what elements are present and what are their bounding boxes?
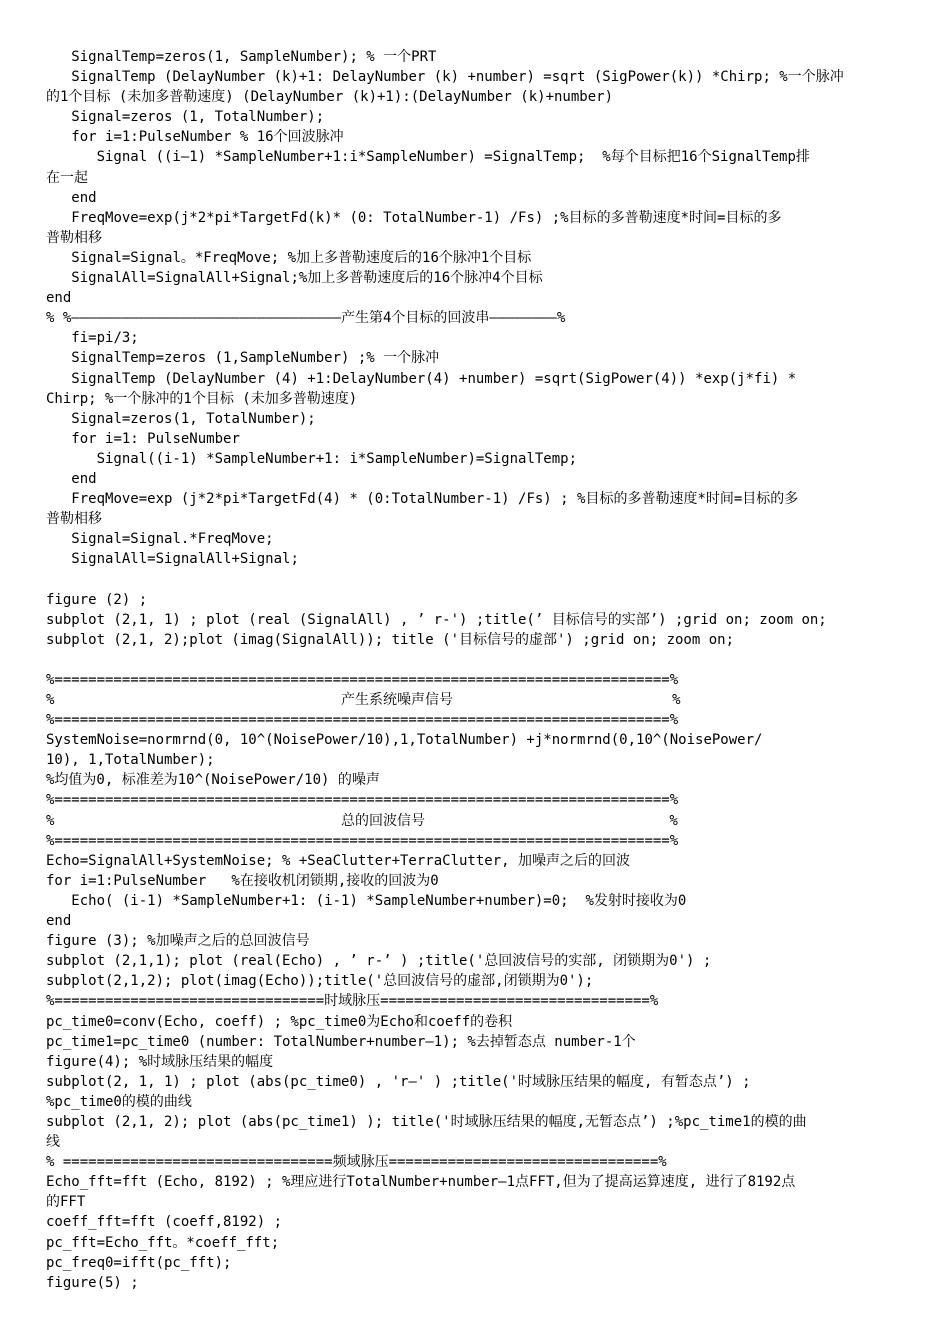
code-line: 普勒相移: [46, 229, 102, 246]
code-line: SignalTemp=zeros (1,SampleNumber) ;% 一个脉冲: [46, 350, 440, 367]
code-line: %=========================================================================%: [46, 792, 679, 809]
code-line: % 产生系统噪声信号 %: [46, 692, 681, 708]
code-line: %=========================================================================%: [46, 712, 679, 729]
code-line: Signal ((i—1) *SampleNumber+1:i*SampleNumber) =SignalTemp; %每个目标把16个SignalTemp排: [46, 149, 810, 166]
code-line: figure (2) ;: [46, 591, 148, 608]
code-line: SignalAll=SignalAll+Signal;: [46, 551, 299, 568]
code-line: pc_time0=conv(Echo, coeff) ; %pc_time0为Echo和coeff的卷积: [46, 1013, 513, 1030]
code-line: subplot (2,1,1); plot (real(Echo) , ’ r-’ ) ;title('总回波信号的实部, 闭锁期为0') ;: [46, 953, 712, 970]
code-line: end: [46, 189, 97, 206]
code-line: [46, 569, 904, 589]
code-line: pc_time1=pc_time0 (number: TotalNumber+number—1); %去掉暂态点 number-1个: [46, 1033, 636, 1050]
code-line: % ================================频域脉压================================%: [46, 1154, 667, 1171]
code-line: SignalTemp (DelayNumber (k)+1: DelayNumber (k) +number) =sqrt (SigPower(k)) *Chirp; %一个脉冲: [46, 69, 844, 86]
code-line: 在一起: [46, 169, 88, 186]
code-line: Signal((i-1) *SampleNumber+1: i*SampleNumber)=SignalTemp;: [46, 450, 578, 467]
code-line: %================================时域脉压================================%: [46, 993, 659, 1010]
code-line: figure(4); %时域脉压结果的幅度: [46, 1053, 274, 1070]
code-line: pc_fft=Echo_fft。*coeff_fft;: [46, 1234, 280, 1251]
code-line: Echo=SignalAll+SystemNoise; % +SeaClutter+TerraClutter, 加噪声之后的回波: [46, 852, 631, 869]
code-line: for i=1:PulseNumber % 16个回波脉冲: [46, 129, 344, 146]
code-line: %=========================================================================%: [46, 671, 679, 688]
code-line: Echo( (i-1) *SampleNumber+1: (i-1) *SampleNumber+number)=0; %发射时接收为0: [46, 892, 687, 909]
code-line: pc_freq0=ifft(pc_fft);: [46, 1254, 232, 1271]
code-document: [46, 47, 904, 1293]
code-line: coeff_fft=fft (coeff,8192) ;: [46, 1214, 283, 1231]
code-line: %=========================================================================%: [46, 832, 679, 849]
code-line: [46, 650, 904, 670]
code-line: %pc_time0的模的曲线: [46, 1093, 192, 1110]
code-line: %均值为0, 标准差为10^(NoisePower/10) 的噪声: [46, 772, 380, 789]
code-line: Echo_fft=fft (Echo, 8192) ; %理应进行TotalNumber+number—1点FFT,但为了提高运算速度, 进行了8192点: [46, 1174, 796, 1191]
code-line: 线: [46, 1134, 60, 1151]
code-line: subplot (2,1, 1) ; plot (real (SignalAll) , ’ r-') ;title(’ 目标信号的实部’) ;grid on; zoom on;: [46, 611, 827, 628]
code-line: FreqMove=exp(j*2*pi*TargetFd(k)* (0: TotalNumber-1) /Fs) ;%目标的多普勒速度*时间=目标的多: [46, 209, 782, 226]
code-line: for i=1: PulseNumber: [46, 430, 240, 447]
code-line: SignalTemp=zeros(1, SampleNumber); % 一个PRT: [46, 49, 437, 65]
code-line: end: [46, 290, 72, 307]
code-line: 10), 1,TotalNumber);: [46, 752, 215, 769]
code-line: fi=pi/3;: [46, 330, 139, 347]
code-line: figure (3); %加噪声之后的总回波信号: [46, 933, 310, 950]
code-line: % %————————————————————————————————产生第4个目标的回波串————————%: [46, 310, 566, 327]
code-line: for i=1:PulseNumber %在接收机闭锁期,接收的回波为0: [46, 872, 439, 889]
code-line: FreqMove=exp (j*2*pi*TargetFd(4) * (0:TotalNumber-1) /Fs) ; %目标的多普勒速度*时间=目标的多: [46, 491, 799, 508]
code-line: Signal=Signal.*FreqMove;: [46, 531, 274, 548]
code-line: SignalAll=SignalAll+Signal;%加上多普勒速度后的16个脉冲4个目标: [46, 270, 543, 287]
code-line: % 总的回波信号 %: [46, 812, 678, 829]
code-line: Signal=zeros(1, TotalNumber);: [46, 410, 316, 427]
code-line: subplot(2, 1, 1) ; plot (abs(pc_time0) , 'r—' ) ;title('时域脉压结果的幅度, 有暂态点’) ;: [46, 1073, 751, 1090]
code-line: figure(5) ;: [46, 1274, 139, 1291]
code-line: end: [46, 470, 97, 487]
code-line: 的1个目标 (未加多普勒速度) (DelayNumber (k)+1):(DelayNumber (k)+number): [46, 89, 614, 106]
code-line: subplot (2,1, 2);plot (imag(SignalAll)); title ('目标信号的虚部') ;grid on; zoom on;: [46, 631, 735, 648]
code-line: Signal=Signal。*FreqMove; %加上多普勒速度后的16个脉冲1个目标: [46, 249, 532, 266]
code-line: SystemNoise=normrnd(0, 10^(NoisePower/10),1,TotalNumber) +j*normrnd(0,10^(NoisePower/: [46, 732, 763, 749]
code-line: Chirp; %一个脉冲的1个目标 (未加多普勒速度): [46, 390, 358, 407]
code-line: subplot(2,1,2); plot(imag(Echo));title('总回波信号的虚部,闭锁期为0');: [46, 973, 594, 990]
code-line: 的FFT: [46, 1194, 86, 1211]
code-line: 普勒相移: [46, 511, 102, 528]
code-line: SignalTemp (DelayNumber (4) +1:DelayNumber(4) +number) =sqrt(SigPower(4)) *exp(j*fi) *: [46, 370, 797, 387]
code-line: subplot (2,1, 2); plot (abs(pc_time1) ); title('时域脉压结果的幅度,无暂态点’) ;%pc_time1的模的曲: [46, 1113, 807, 1130]
code-line: end: [46, 913, 72, 930]
code-line: Signal=zeros (1, TotalNumber);: [46, 109, 325, 126]
